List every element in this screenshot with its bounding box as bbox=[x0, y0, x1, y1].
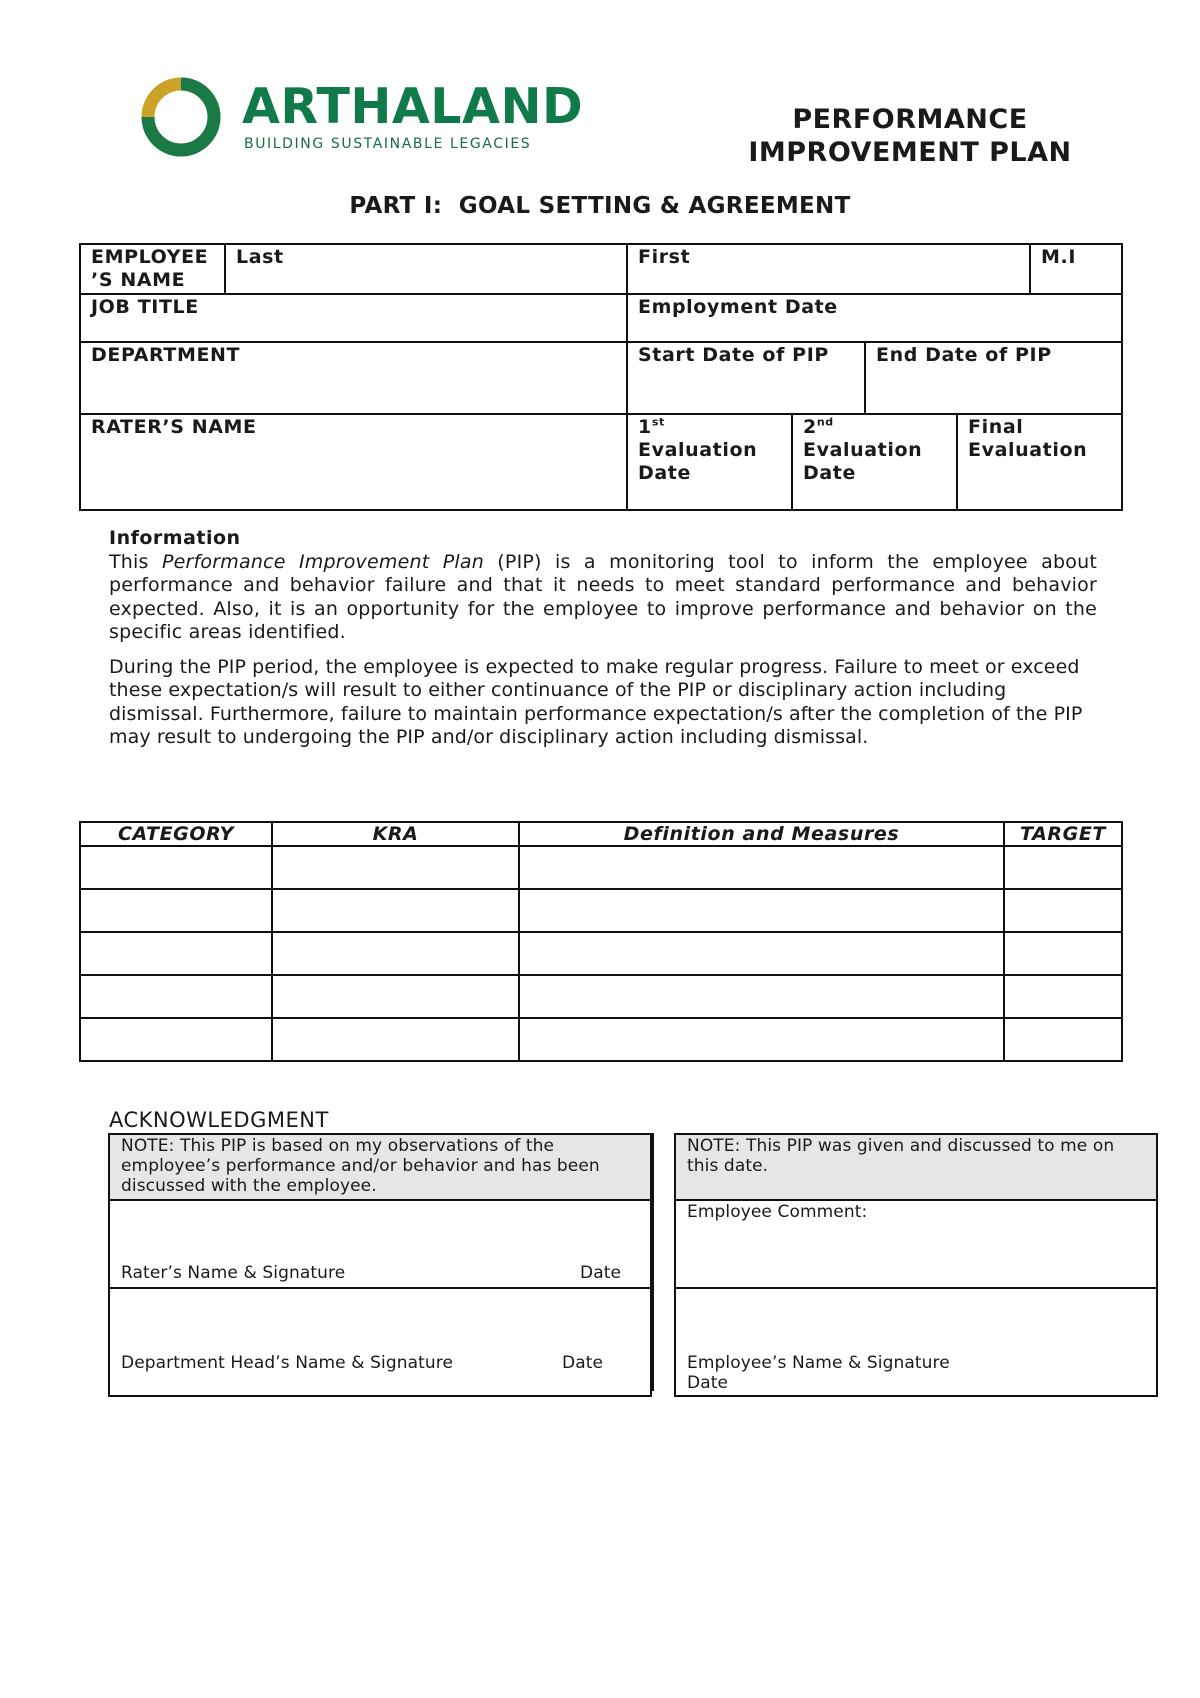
acknowledgment-heading: ACKNOWLEDGMENT bbox=[109, 1108, 329, 1132]
department-head-signature-field[interactable] bbox=[109, 1288, 651, 1396]
last-name-field[interactable] bbox=[225, 244, 627, 294]
category-header: CATEGORY bbox=[80, 822, 272, 846]
middle-initial-label: M.I bbox=[1041, 246, 1077, 268]
information-paragraph-2: During the PIP period, the employee is expected to make regular progress. Failure to meet or exceed these expectation/s will result to either continuance of the PIP or disciplinary action including dismissal. Furthermore, failure to maintain performance expectation/s after the completion of the PIP may result to undergoing the PIP and/or disciplinary action including dismissal. bbox=[109, 655, 1083, 748]
department-head-signature-label: Department Head’s Name & Signature bbox=[121, 1353, 454, 1373]
end-date-field[interactable] bbox=[865, 342, 1122, 414]
rater-signature-label: Rater’s Name & Signature bbox=[121, 1263, 346, 1283]
kra-cell[interactable] bbox=[272, 932, 519, 975]
raters-name-label: RATER’S NAME bbox=[91, 416, 257, 438]
part-title-text: PART I: GOAL SETTING & AGREEMENT bbox=[349, 193, 851, 219]
category-cell[interactable] bbox=[80, 1018, 272, 1061]
gap-column-border bbox=[652, 1133, 676, 1391]
definition-header: Definition and Measures bbox=[519, 822, 1004, 846]
employee-name-label: EMPLOYEE ’S NAME bbox=[80, 244, 225, 294]
employment-date-field[interactable] bbox=[627, 294, 1122, 342]
department-field[interactable] bbox=[80, 342, 627, 414]
definition-cell[interactable] bbox=[519, 1018, 1004, 1061]
acknowledgment-column-gap bbox=[652, 1133, 674, 1391]
part-title bbox=[0, 193, 1200, 219]
first-name-label: First bbox=[638, 246, 691, 268]
start-date-field[interactable] bbox=[627, 342, 865, 414]
employee-signature-label: Employee’s Name & Signature bbox=[687, 1353, 950, 1373]
definition-cell[interactable] bbox=[519, 932, 1004, 975]
job-title-label: JOB TITLE bbox=[91, 296, 199, 318]
target-cell[interactable] bbox=[1004, 932, 1122, 975]
title-line-2: IMPROVEMENT PLAN bbox=[748, 137, 1072, 168]
category-cell[interactable] bbox=[80, 932, 272, 975]
target-cell[interactable] bbox=[1004, 975, 1122, 1018]
logo-ring-icon bbox=[140, 76, 222, 158]
second-evaluation-field[interactable] bbox=[792, 414, 957, 510]
first-evaluation-label: 1st Evaluation Date bbox=[638, 415, 758, 484]
rater-note: NOTE: This PIP is based on my observations of the employee’s performance and/or behavior and has been discussed with the employee. bbox=[109, 1134, 651, 1200]
target-cell[interactable] bbox=[1004, 846, 1122, 889]
employment-date-label: Employment Date bbox=[638, 296, 838, 318]
rater-acknowledgment-table bbox=[108, 1133, 652, 1397]
table-row bbox=[80, 889, 1122, 932]
target-header: TARGET bbox=[1004, 822, 1122, 846]
employee-signature-field[interactable] bbox=[675, 1288, 1157, 1396]
title-line-1: PERFORMANCE bbox=[792, 104, 1028, 135]
employee-comment-field[interactable] bbox=[675, 1200, 1157, 1288]
category-cell[interactable] bbox=[80, 846, 272, 889]
pip-term: Performance Improvement Plan bbox=[161, 550, 484, 573]
definition-cell[interactable] bbox=[519, 975, 1004, 1018]
final-evaluation-field[interactable] bbox=[957, 414, 1122, 510]
table-row bbox=[80, 975, 1122, 1018]
document-title bbox=[700, 103, 1120, 169]
category-cell[interactable] bbox=[80, 889, 272, 932]
kra-table bbox=[79, 821, 1123, 1062]
information-heading: Information bbox=[109, 527, 241, 549]
kra-cell[interactable] bbox=[272, 1018, 519, 1061]
table-row bbox=[80, 1018, 1122, 1061]
end-date-label: End Date of PIP bbox=[876, 344, 1052, 366]
definition-cell[interactable] bbox=[519, 846, 1004, 889]
employee-info-table bbox=[79, 243, 1123, 511]
rater-date-label: Date bbox=[580, 1263, 622, 1283]
information-section bbox=[109, 527, 1097, 750]
second-evaluation-label: 2nd Evaluation Date bbox=[803, 415, 923, 484]
last-name-label: Last bbox=[236, 246, 284, 268]
kra-cell[interactable] bbox=[272, 975, 519, 1018]
table-row bbox=[80, 846, 1122, 889]
table-row bbox=[80, 932, 1122, 975]
kra-cell[interactable] bbox=[272, 889, 519, 932]
rater-signature-field[interactable] bbox=[109, 1200, 651, 1288]
middle-initial-field[interactable] bbox=[1030, 244, 1122, 294]
logo-tagline: BUILDING SUSTAINABLE LEGACIES bbox=[244, 136, 532, 152]
target-cell[interactable] bbox=[1004, 889, 1122, 932]
raters-name-field[interactable] bbox=[80, 414, 627, 510]
logo-wordmark: ARTHALAND bbox=[242, 78, 584, 135]
employee-date-label: Date bbox=[687, 1373, 729, 1393]
final-evaluation-label: Final Evaluation bbox=[968, 416, 1088, 461]
employee-note: NOTE: This PIP was given and discussed to me on this date. bbox=[675, 1134, 1157, 1200]
employee-acknowledgment-table bbox=[674, 1133, 1158, 1397]
category-cell[interactable] bbox=[80, 975, 272, 1018]
information-paragraph-1: This Performance Improvement Plan (PIP) is a monitoring tool to inform the employee about performance and behavior failure and that it needs to meet standard performance and behavior expected. Also, it is an opportunity for the employee to improve performance and behavior on the specific areas identified. bbox=[109, 550, 1097, 643]
job-title-field[interactable] bbox=[80, 294, 627, 342]
start-date-label: Start Date of PIP bbox=[638, 344, 829, 366]
department-label: DEPARTMENT bbox=[91, 344, 241, 366]
target-cell[interactable] bbox=[1004, 1018, 1122, 1061]
company-logo bbox=[140, 76, 584, 158]
first-name-field[interactable] bbox=[627, 244, 1030, 294]
kra-cell[interactable] bbox=[272, 846, 519, 889]
first-evaluation-field[interactable] bbox=[627, 414, 792, 510]
employee-comment-label: Employee Comment: bbox=[687, 1202, 868, 1222]
department-head-date-label: Date bbox=[562, 1353, 604, 1373]
definition-cell[interactable] bbox=[519, 889, 1004, 932]
kra-header: KRA bbox=[272, 822, 519, 846]
